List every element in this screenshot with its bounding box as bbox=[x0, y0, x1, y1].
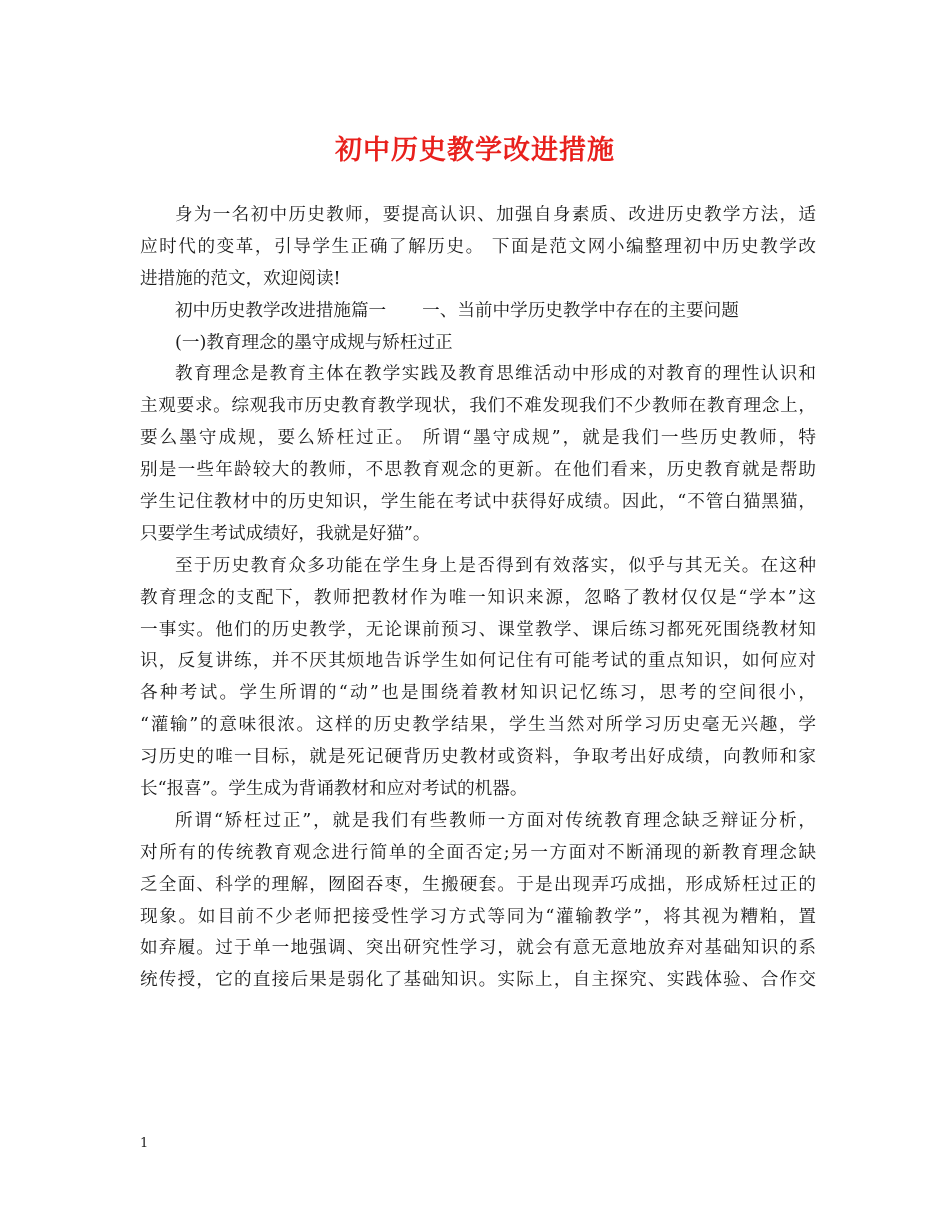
para1-line-1: 教育理念是教育主体在教学实践及教育思维活动中形成的对教育的理性认识和 bbox=[175, 364, 816, 385]
page-number: 1 bbox=[140, 1136, 149, 1151]
para2-line-3: 一事实。他们的历史教学，无论课前预习、课堂教学、课后练习都死死围绕教材知 bbox=[140, 619, 816, 640]
para3-line-6: 统传授，它的直接后果是弱化了基础知识。实际上，自主探究、实践体验、合作交 bbox=[140, 970, 816, 991]
para3-line-5: 如弃履。过于单一地强调、突出研究性学习，就会有意无意地放弃对基础知识的系 bbox=[140, 938, 816, 959]
para2-line-8: 长“报喜”。学生成为背诵教材和应对考试的机器。 bbox=[140, 779, 528, 800]
para1-line-6: 只要学生考试成绩好，我就是好猫”。 bbox=[140, 523, 431, 544]
para2-line-6: “灌输”的意味很浓。这样的历史教学结果，学生当然对所学习历史毫无兴趣，学 bbox=[140, 715, 816, 736]
para1-line-4: 别是一些年龄较大的教师，不思教育观念的更新。在他们看来，历史教育就是帮助 bbox=[140, 460, 816, 481]
para3-line-1: 所谓“矫枉过正”，就是我们有些教师一方面对传统教育理念缺乏辩证分析， bbox=[175, 810, 816, 831]
intro-line-2: 应时代的变革，引导学生正确了解历史。 下面是范文网小编整理初中历史教学改 bbox=[140, 236, 816, 257]
section-heading-line bbox=[140, 296, 816, 328]
para3-line-4: 现象。如目前不少老师把接受性学习方式等同为“灌输教学”，将其视为糟粕，置 bbox=[140, 906, 816, 927]
subheading: (一)教育理念的墨守成规与矫枉过正 bbox=[175, 332, 453, 353]
para1-line-3: 要么墨守成规，要么矫枉过正。 所谓“墨守成规”，就是我们一些历史教师，特 bbox=[140, 428, 816, 449]
para1-line-2: 主观要求。综观我市历史教育教学现状，我们不难发现我们不少教师在教育理念上， bbox=[140, 396, 816, 417]
para2-line-5: 各种考试。学生所谓的“动”也是围绕着教材知识记忆练习，思考的空间很小， bbox=[140, 683, 816, 704]
para3-line-3: 乏全面、科学的理解，囫囵吞枣，生搬硬套。于是出现弄巧成拙，形成矫枉过正的 bbox=[140, 874, 816, 895]
para3-line-2: 对所有的传统教育观念进行简单的全面否定;另一方面对不断涌现的新教育理念缺 bbox=[140, 842, 816, 863]
para1-line-5: 学生记住教材中的历史知识，学生能在考试中获得好成绩。因此，“不管白猫黑猫， bbox=[140, 492, 816, 513]
para2-line-7: 习历史的唯一目标，就是死记硬背历史教材或资料，争取考出好成绩，向教师和家 bbox=[140, 747, 816, 768]
document-body bbox=[140, 200, 816, 997]
para2-line-2: 教育理念的支配下，教师把教材作为唯一知识来源，忽略了教材仅仅是“学本”这 bbox=[140, 587, 816, 608]
section-label: 初中历史教学改进措施篇一 bbox=[175, 300, 387, 321]
section-heading: 一、当前中学历史教学中存在的主要问题 bbox=[422, 300, 739, 321]
intro-line-1: 身为一名初中历史教师，要提高认识、加强自身素质、改进历史教学方法，适 bbox=[175, 205, 816, 225]
intro-line-3: 进措施的范文，欢迎阅读! bbox=[140, 268, 341, 289]
para2-line-4: 识，反复讲练，并不厌其烦地告诉学生如何记住有可能考试的重点知识，如何应对 bbox=[140, 651, 816, 672]
para2-line-1: 至于历史教育众多功能在学生身上是否得到有效落实，似乎与其无关。在这种 bbox=[175, 555, 816, 576]
document-title: 初中历史教学改进措施 bbox=[335, 135, 615, 166]
